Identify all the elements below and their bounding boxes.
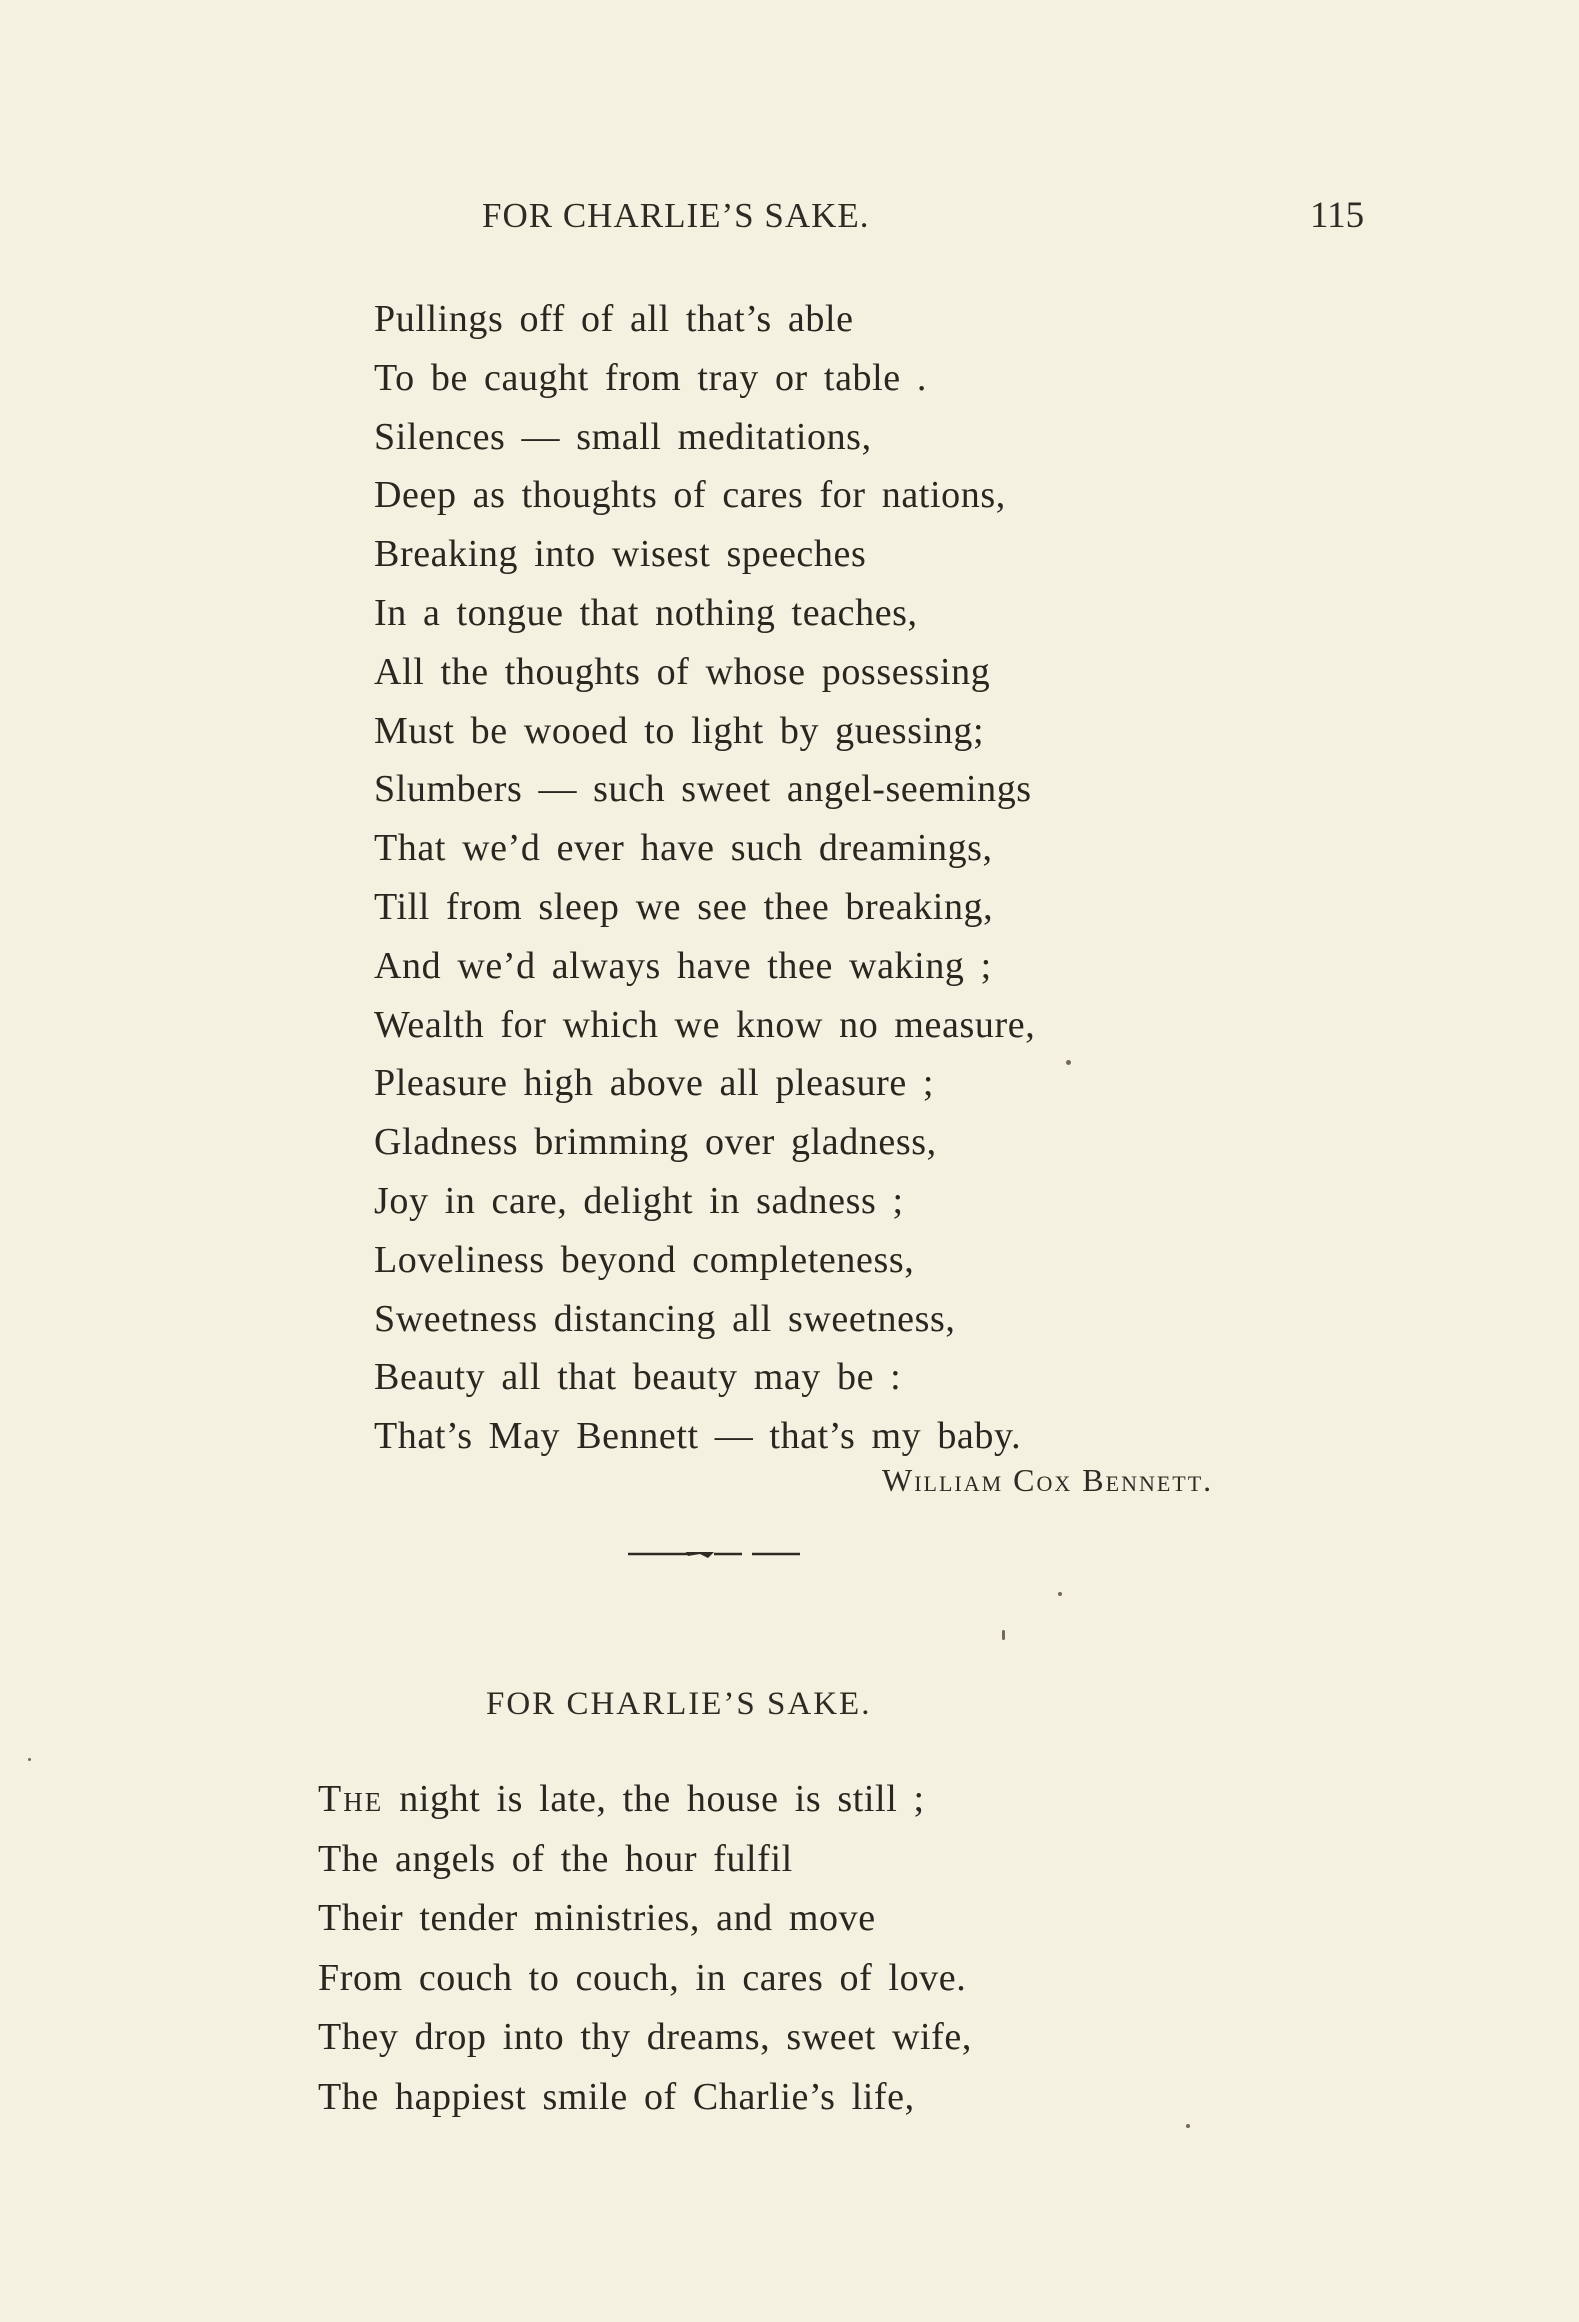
poem-line: All the thoughts of whose possessing (374, 650, 991, 693)
poem-line: Must be wooed to light by guessing; (374, 709, 985, 752)
poem-line: In a tongue that nothing teaches, (374, 591, 918, 634)
poem-two (318, 1770, 972, 2127)
poem-one (374, 290, 1035, 1466)
paper-speck (1066, 1060, 1071, 1065)
poem-line: From couch to couch, in cares of love. (318, 1956, 967, 1999)
opening-word: The (318, 1778, 384, 1820)
poem-line: Slumbers — such sweet angel-seemings (374, 768, 1032, 811)
poem-line: That we’d ever have such dreamings, (374, 827, 993, 870)
section-divider-ornament (628, 1548, 800, 1560)
poem-line: The happiest smile of Charlie’s life, (318, 2075, 915, 2118)
poem-title: FOR CHARLIE’S SAKE. (486, 1686, 872, 1722)
poem-attribution: William Cox Bennett. (882, 1462, 1214, 1498)
poem-line: The angels of the hour fulfil (318, 1837, 793, 1880)
poem-line (318, 1770, 972, 1830)
poem-line: To be caught from tray or table . (374, 356, 927, 399)
opening-line-text: night is late, the house is still ; (383, 1778, 925, 1820)
poem-line: Wealth for which we know no measure, (374, 1003, 1036, 1046)
poem-line: Silences — small meditations, (374, 415, 872, 458)
poem-line: That’s May Bennett — that’s my baby. (374, 1415, 1022, 1458)
poem-line: Pullings off of all that’s able (374, 298, 854, 340)
poem-line: Sweetness distancing all sweetness, (374, 1297, 956, 1340)
poem-line: Deep as thoughts of cares for nations, (374, 474, 1006, 517)
poem-line: They drop into thy dreams, sweet wife, (318, 2016, 972, 2058)
poem-line: Till from sleep we see thee breaking, (374, 885, 994, 928)
paper-speck (1058, 1592, 1062, 1596)
poem-line: Loveliness beyond completeness, (374, 1238, 915, 1281)
poem-line: Pleasure high above all pleasure ; (374, 1062, 935, 1105)
poem-line: Their tender ministries, and move (318, 1897, 876, 1939)
poem-line: And we’d always have thee waking ; (374, 944, 992, 987)
running-head: FOR CHARLIE’S SAKE. (482, 196, 870, 235)
poem-line: Joy in care, delight in sadness ; (374, 1179, 904, 1222)
paper-speck (1002, 1630, 1005, 1640)
poem-line: Beauty all that beauty may be : (374, 1356, 902, 1399)
paper-speck (28, 1758, 31, 1761)
poem-line: Gladness brimming over gladness, (374, 1121, 937, 1164)
poem-line: Breaking into wisest speeches (374, 533, 867, 576)
paper-speck (1186, 2124, 1190, 2128)
page-number: 115 (1310, 195, 1365, 236)
